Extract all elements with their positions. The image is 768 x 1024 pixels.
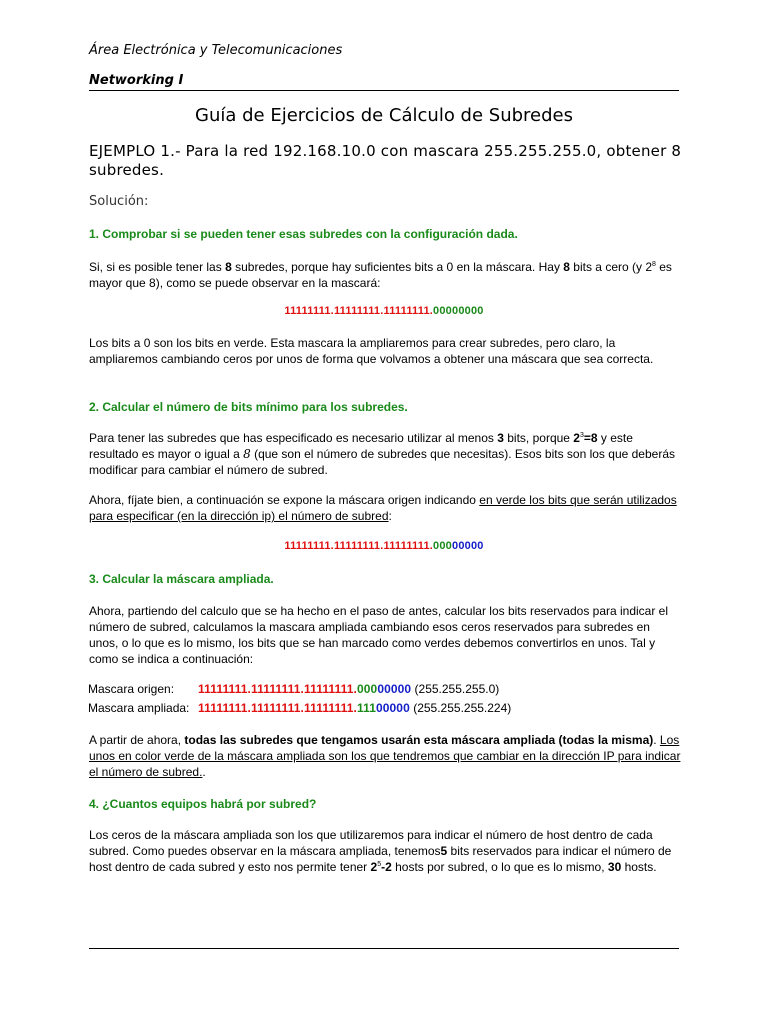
step2-mask xyxy=(0,540,768,552)
step2-heading: 2. Calcular el número de bits mínimo para los subredes. xyxy=(89,400,408,414)
text-run: Los ceros de la máscara ampliada son los que utilizaremos para indicar el número de host dentro de cada subred. Como puedes observar en la máscara ampliada, tenemos xyxy=(89,828,653,858)
underlined-text: en verde los bits que serán utilizados para especificar (en la dirección ip) el número de subred xyxy=(89,493,677,523)
step2-paragraph-2 xyxy=(89,492,681,524)
text-run: . xyxy=(653,733,660,747)
text-run: bits, porque xyxy=(503,431,574,445)
mask-bits-host: 00000 xyxy=(377,682,412,696)
mask-row-label: Mascara ampliada: xyxy=(88,701,190,715)
text-run: 3 xyxy=(497,431,504,445)
text-run: . xyxy=(202,765,206,779)
step3-heading: 3. Calcular la máscara ampliada. xyxy=(89,572,274,586)
superscript: 3 xyxy=(579,432,584,439)
text-run: Ahora, fíjate bien, a continuación se expone la máscara origen indicando xyxy=(89,493,480,507)
mask-bits-host: 00000000 xyxy=(433,305,484,317)
superscript: 5 xyxy=(377,861,382,868)
underlined-text: Los unos en color verde de la máscara ampliada son los que tendremos que cambiar en la dirección IP para indicar el número de subred. xyxy=(89,733,681,779)
mask-decimal: (255.255.255.224) xyxy=(409,701,512,715)
step1-paragraph xyxy=(89,259,681,291)
text-run: todas las subredes que tengamos usarán esta máscara ampliada (todas la misma) xyxy=(184,733,654,747)
footer-divider xyxy=(89,948,679,949)
mask-bits-network: 11111111.11111111.11111111. xyxy=(198,701,357,715)
text-run: 30 xyxy=(607,860,622,874)
header-divider xyxy=(89,90,679,91)
document-title: Guía de Ejercicios de Cálculo de Subredes xyxy=(195,105,573,126)
mask-bits-network: 11111111.11111111.11111111. xyxy=(284,540,434,552)
text-run: 8 xyxy=(225,260,232,274)
example-label: EJEMPLO 1.- xyxy=(89,142,181,160)
header-area-title: Área Electrónica y Telecomunicaciones xyxy=(89,43,343,58)
mask-bits-subnet: 000 xyxy=(433,540,452,552)
step1-heading: 1. Comprobar si se pueden tener esas subredes con la configuración dada. xyxy=(89,227,518,241)
mask-bits-subnet: 111 xyxy=(356,701,376,715)
step4-paragraph xyxy=(89,827,681,875)
mask-row-origin xyxy=(88,681,499,697)
text-run: bits a cero (y 2 xyxy=(569,260,652,274)
mask-decimal: (255.255.255.0) xyxy=(411,682,500,696)
text-run: : xyxy=(388,509,392,523)
step3-paragraph-2 xyxy=(89,732,681,780)
step2-paragraph xyxy=(89,430,681,478)
step3-paragraph: Ahora, partiendo del calculo que se ha hecho en el paso de antes, calcular los bits reservados para indicar el número de subred, calculamos la mascara ampliada cambiando esos ceros reservados para subredes en unos, o lo que es lo mismo, los bits que se han marcado como verdes debemos convertirlos en unos. Tal y como se indica a continuación: xyxy=(89,604,669,666)
step4-heading: 4. ¿Cuantos equipos habrá por subred? xyxy=(89,797,317,811)
text-run: A partir de ahora, xyxy=(89,733,185,747)
mask-bits-network: 11111111.11111111.11111111. xyxy=(284,305,434,317)
text-run: subredes, porque hay suficientes bits a 0 en la máscara. Hay xyxy=(231,260,564,274)
mask-bits-subnet: 000 xyxy=(356,682,378,696)
mask-row-label: Mascara origen: xyxy=(88,682,175,696)
text-run: es mayor que 8), como se puede observar en la mascará: xyxy=(89,260,672,290)
text-run: bits reservados para indicar el número de host dentro de cada subred y esto nos permite tener xyxy=(89,844,672,874)
text-run: 8 xyxy=(243,447,251,461)
text-run: y este resultado es mayor o igual a xyxy=(89,431,633,461)
step1-paragraph-2: Los bits a 0 son los bits en verde. Esta mascara la ampliaremos para crear subredes, pero claro, la ampliaremos cambiando ceros por unos de forma que volvamos a obtener una máscara que sea correcta. xyxy=(89,336,654,366)
example-heading xyxy=(89,142,689,180)
example-text: Para la red 192.168.10.0 con mascara 255.255.255.0, obtener 8 subredes. xyxy=(89,142,682,179)
step1-mask xyxy=(0,305,768,317)
text-run: Para tener las subredes que has especificado es necesario utilizar al menos xyxy=(89,431,498,445)
mask-row-extended xyxy=(88,700,511,716)
text-run: 2 xyxy=(573,431,580,445)
mask-bits-host: 00000 xyxy=(375,701,410,715)
text-run: hosts. xyxy=(621,860,657,874)
text-run: Si, si es posible tener las xyxy=(89,260,226,274)
text-run: 5 xyxy=(440,844,448,858)
text-run: 2 xyxy=(370,860,378,874)
mask-bits-host: 00000 xyxy=(452,540,484,552)
superscript: 8 xyxy=(652,261,656,268)
text-run: (que son el número de subredes que necesitas). Esos bits son los que deberás modificar para cambiar el número de subred. xyxy=(89,447,675,477)
text-run: 8 xyxy=(563,260,570,274)
header-course-title: Networking I xyxy=(89,73,184,88)
text-run: -2 xyxy=(381,860,392,874)
text-run: =8 xyxy=(583,431,598,445)
text-run: hosts por subred, o lo que es lo mismo, xyxy=(391,860,608,874)
solution-label: Solución: xyxy=(89,194,149,209)
mask-bits-network: 11111111.11111111.11111111. xyxy=(198,682,357,696)
